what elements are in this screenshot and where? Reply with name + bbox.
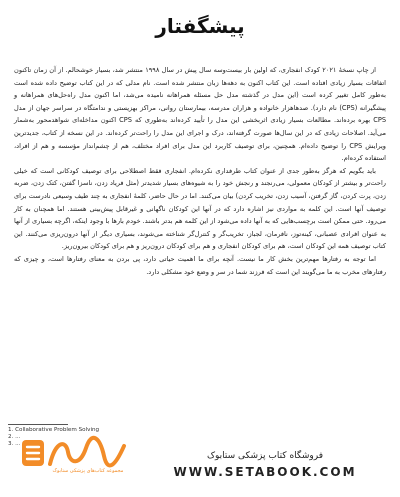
paragraph: باید بگویم که هرگز به‌طور جدی از عنوان کتاب طرفداری نکرده‌ام. انفجاری فقط اصطلاحی برای توصیف کودکانی است که خیلی راحت‌تر و بیشتر از کودکان معمولی، می‌رنجند و رنجش خود را به شیوه‌های بسیار شدیدتر (مثل فریاد زدن، ناسزا گفتن، کتک زدن، ضربه زدن، پرت کردن، گاز گرفتن، آسیب زدن، تخریب کردن) بیان می‌کنند. اما در حال حاضر، کلمهٔ انفجاری به چند طیف وسیعی نادرست برای توصیف آنها است. این کلمه به مواردی نیز اشاره دارد که در آنها این کودکان ناگهانی و غیرقابل پیش‌بینی هستند. اما همچنان به کار می‌رود. حتی ممکن است برچسب‌هایی که به آنها داده می‌شود از این کلمه هم بدتر باشند. خودم بارها با وجود اینکه، اگرچه بسیاری از آنها به عنوان افرادی عصبانی، کینه‌توز، نافرمان، لجباز، تخریب‌گر و کنترل‌گر شناخته می‌شوند، بسیاری دیگر از آنها درون‌ریزی می‌کنند. این کتاب توصیف همه این کودکان است، هم برای کودکان انفجاری و هم برای کودکان درون‌ریز و هم برای کودکان بیرون‌ریز.: [14, 166, 386, 251]
footnote-item: 3. ...: [8, 441, 21, 447]
paragraph: از چاپ نسخهٔ ۲۰۲۱ کودک انفجاری، که اولین بار بیست‌وسه سال پیش در سال ۱۹۹۸ منتشر شد، بسیار خوشحالم. از آن زمان تاکنون اتفاقات بسیار زیادی افتاده است. این کتاب اکنون به دهه‌ها زبان منتشر شده است. نام مدلی که در این کتاب توضیح داده شده است به‌طور کامل تغییر کرده است (این مدل در گذشته مدل حل مسئله همراهانه نامیده می‌شد، اما اکنون مدل راه‌حل‌های همراهانه و پیشگیرانه (CPS) نام دارد). صدهاهزار خانواده و هزاران مدرسه، بیمارستان روانی، مراکز بهزیستی و ندامتگاه در سراسر جهان از مدل CPS بهره برده‌اند. مطالعات بسیار زیادی اثربخشی این مدل را تأیید کرده‌اند به‌طوری که CPS اکنون مداخله‌ای شواهدمحور به‌شمار می‌آید. اصلاحات زیادی که در این سال‌ها صورت گرفته‌اند، درک و اجرای این مدل را راحت‌تر کرده‌اند. در این نسخه از کتاب، جدیدترین ویرایش CPS را توضیح داده‌ام. همچنین، برای توصیف کاربرد این مدل برای افراد مختلف، هم از چشم‌انداز مؤسسه و هم از افراد، استفاده کرده‌ام.: [14, 66, 387, 163]
footnote-divider: [8, 424, 68, 425]
footnote-item: 1. Collaborative Problem Solving: [8, 427, 100, 433]
publisher-logo: [20, 434, 130, 482]
footnote-item: 2. ...: [8, 434, 21, 440]
site-url[interactable]: WWW.SETABOOK.COM: [173, 465, 357, 479]
paragraph: اما توجه به رفتارها مهم‌ترین بخش کار ما نیست. آنچه برای ما اهمیت حیاتی دارد، پی بردن به معنای رفتارها است، و چیزی که رفتارهای مخرب به ما می‌گویند این است که فرزند شما در سر و وضع خود مشکلی دارد.: [14, 254, 386, 276]
logo-subtitle: مجموعه کتاب‌های پزشکی ستابوک: [52, 468, 124, 474]
page-title: پیشگفتار: [155, 14, 245, 38]
site-title: فروشگاه کتاب پزشکی ستابوک: [206, 451, 324, 461]
body-text: [14, 64, 386, 278]
site-info: [140, 450, 390, 480]
setabook-logo-icon: [20, 434, 130, 482]
